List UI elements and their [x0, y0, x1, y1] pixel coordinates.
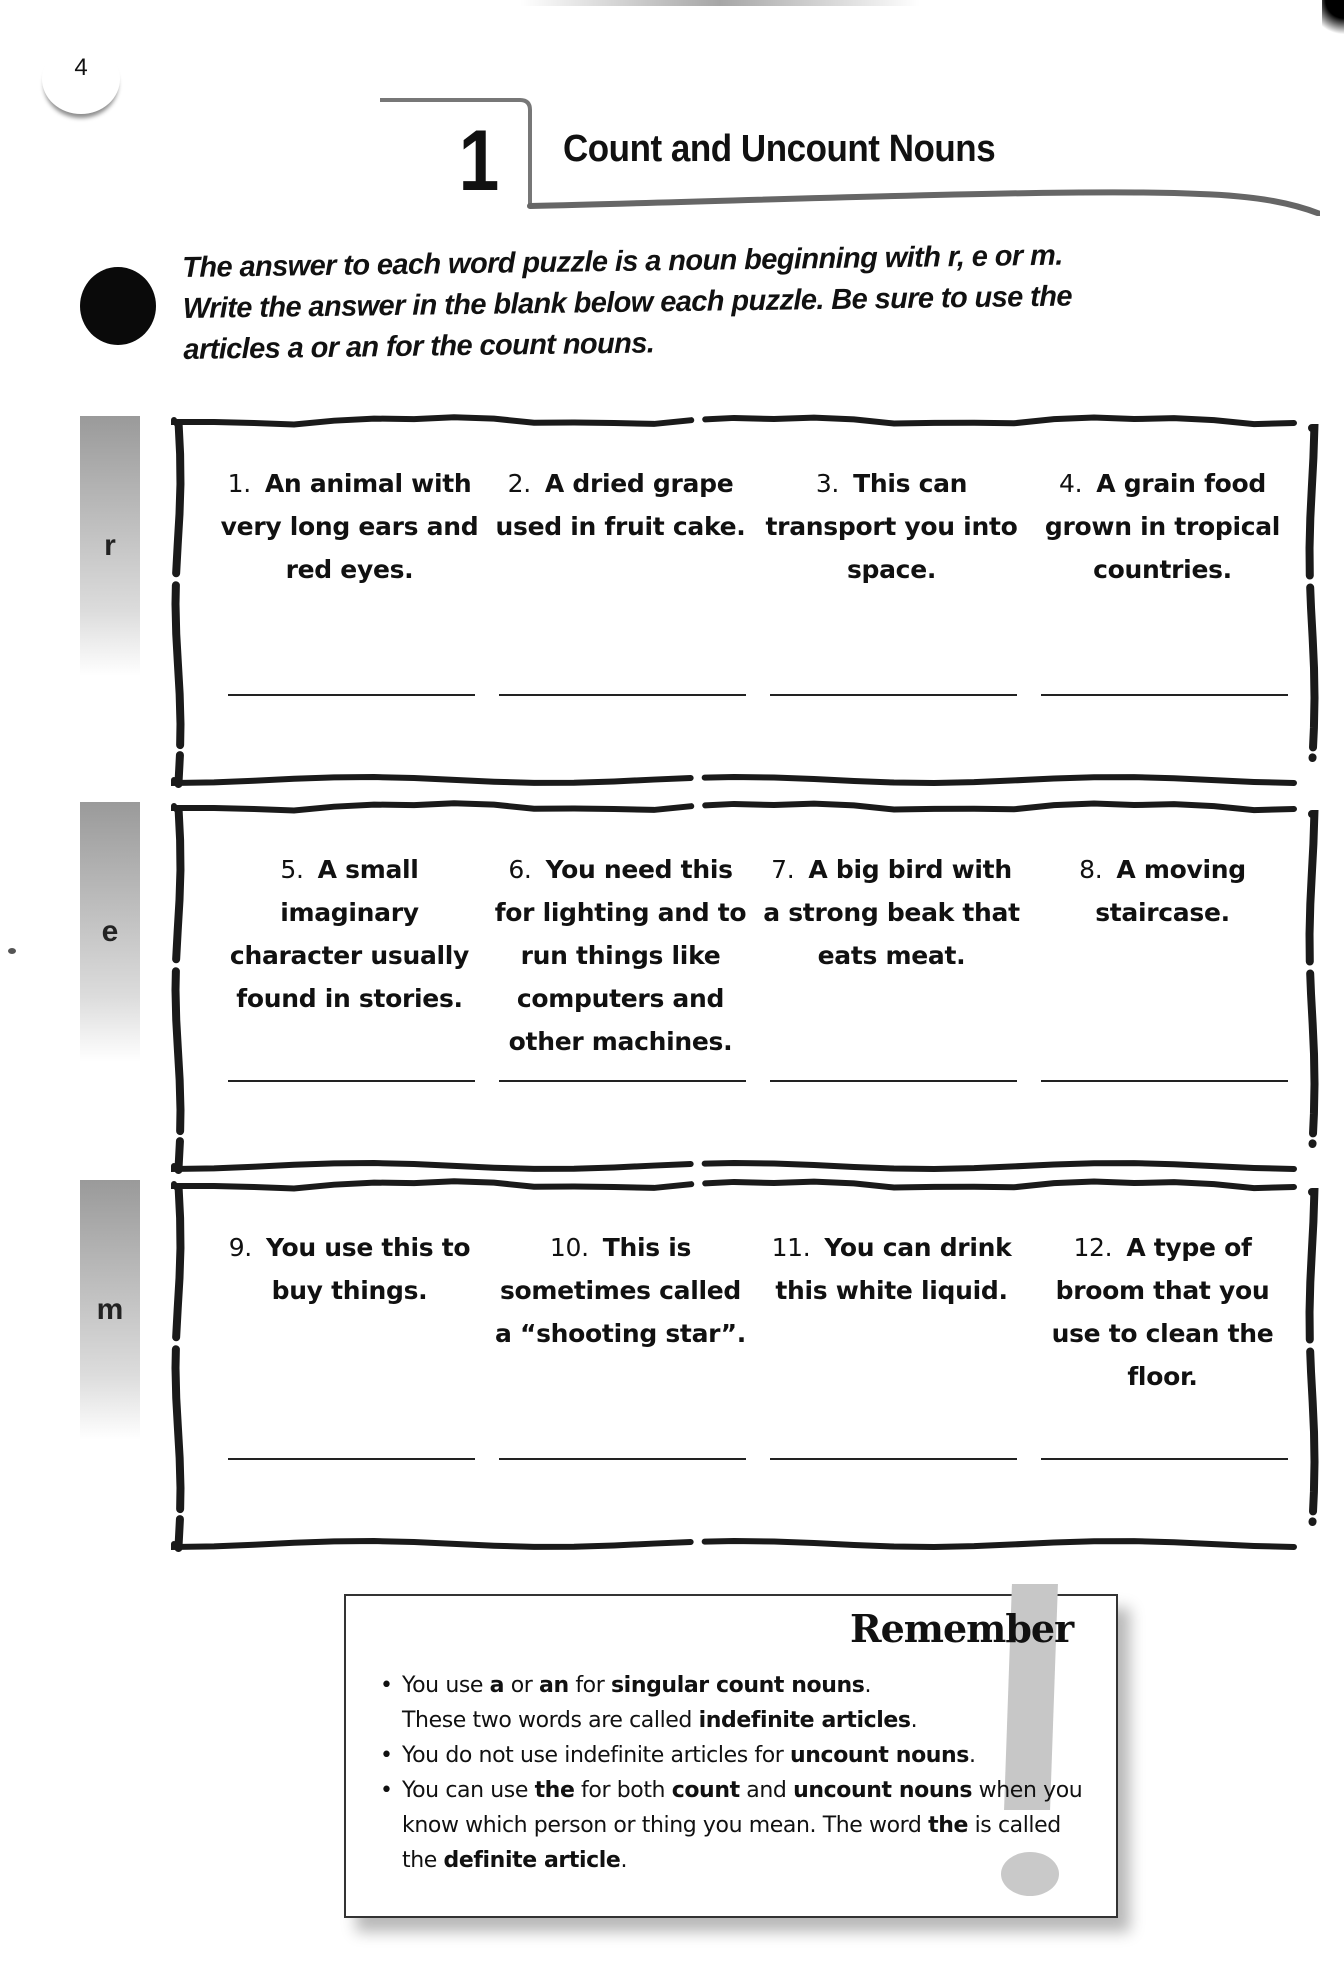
puzzle-number: 3.: [815, 469, 840, 498]
puzzle-clue: [762, 462, 1021, 591]
remember-text: You use: [402, 1673, 490, 1698]
puzzle-clue-text: A dried grape used in fruit cake.: [495, 469, 746, 541]
puzzle-clue-text: You use this to buy things.: [265, 1233, 471, 1305]
puzzle-number: 10.: [549, 1233, 589, 1262]
remember-point: [376, 1738, 1096, 1773]
remember-text: .: [910, 1708, 918, 1733]
puzzle-clue: [491, 848, 750, 1063]
puzzle-box-e: [182, 808, 1316, 1164]
puzzle-item: [485, 422, 756, 778]
puzzle-item: [214, 1186, 485, 1542]
exercise-bullet-icon: [80, 267, 156, 345]
answer-blank[interactable]: [228, 694, 475, 696]
puzzle-grid: [214, 422, 1298, 778]
puzzle-number: 8.: [1079, 855, 1103, 884]
puzzle-clue-text: A moving staircase.: [1095, 855, 1246, 927]
remember-keyword: uncount nouns: [790, 1743, 970, 1768]
remember-keyword: the: [534, 1778, 575, 1803]
puzzle-clue-text: A big bird with a strong beak that eats meat.: [763, 855, 1020, 970]
instructions-line: Write the answer in the blank below each puzzle. Be sure to use the: [182, 280, 1073, 325]
letter-tab-label: r: [104, 529, 116, 562]
answer-blank[interactable]: [499, 1080, 746, 1082]
puzzle-clue: [220, 462, 479, 591]
puzzle-item: [485, 1186, 756, 1542]
puzzle-item: [485, 808, 756, 1164]
letter-tab-m: [80, 1180, 140, 1440]
puzzle-clue: [220, 848, 479, 1020]
puzzle-number: 6.: [508, 855, 532, 884]
puzzle-item: [756, 1186, 1027, 1542]
remember-list: [376, 1668, 1096, 1878]
puzzle-number: 2.: [507, 469, 531, 498]
puzzle-clue-text: An animal with very long ears and red eyes.: [220, 469, 479, 584]
remember-keyword: a: [489, 1673, 505, 1698]
remember-keyword: an: [539, 1673, 569, 1698]
letter-tab-e: [80, 802, 140, 1062]
puzzle-item: [214, 808, 485, 1164]
answer-blank[interactable]: [1041, 1080, 1288, 1082]
answer-blank[interactable]: [770, 1080, 1017, 1082]
puzzle-item: [1027, 808, 1298, 1164]
letter-tab-label: m: [96, 1293, 124, 1326]
remember-title: Remember: [850, 1606, 1074, 1651]
puzzle-box-m: [182, 1186, 1316, 1542]
remember-text: You do not use indefinite articles for: [402, 1743, 791, 1768]
remember-text: for both: [574, 1778, 672, 1803]
puzzle-number: 9.: [228, 1233, 252, 1262]
puzzle-clue: [1033, 848, 1292, 934]
remember-keyword: count: [671, 1778, 740, 1803]
remember-text: .: [620, 1848, 628, 1873]
letter-tab-label: e: [101, 915, 119, 948]
puzzle-number: 1.: [227, 469, 251, 498]
puzzle-clue: [762, 1226, 1021, 1312]
puzzle-clue-text: You need this for lighting and to run things like computers and other machines.: [494, 855, 747, 1056]
puzzle-item: [756, 808, 1027, 1164]
scan-edge-shadow: [520, 0, 920, 6]
puzzle-item: [1027, 1186, 1298, 1542]
answer-blank[interactable]: [770, 694, 1017, 696]
puzzle-clue-text: A small imaginary character usually found in stories.: [229, 855, 470, 1013]
puzzle-number: 7.: [771, 855, 795, 884]
remember-keyword: the: [928, 1813, 968, 1838]
puzzle-clue-text: This can transport you into space.: [765, 469, 1018, 584]
answer-blank[interactable]: [499, 1458, 746, 1460]
remember-text: for: [568, 1673, 611, 1698]
answer-blank[interactable]: [228, 1080, 475, 1082]
remember-text: or: [504, 1673, 540, 1698]
remember-text: These two words are called: [402, 1708, 699, 1733]
puzzle-clue: [491, 462, 750, 548]
remember-keyword: singular count nouns: [610, 1673, 865, 1698]
answer-blank[interactable]: [1041, 694, 1288, 696]
answer-blank[interactable]: [770, 1458, 1017, 1460]
remember-point: [376, 1773, 1096, 1878]
instructions-line: The answer to each word puzzle is a noun beginning with r, e or m.: [182, 239, 1063, 284]
scan-speck: [8, 948, 16, 954]
remember-text: is called the: [402, 1813, 1061, 1873]
instructions-line: articles a or an for the count nouns.: [183, 327, 655, 366]
puzzle-box-r: [182, 422, 1316, 778]
remember-keyword: indefinite articles: [698, 1708, 911, 1733]
scan-corner-shadow: [1322, 0, 1344, 40]
answer-blank[interactable]: [499, 694, 746, 696]
puzzle-clue: [1033, 1226, 1292, 1398]
puzzle-item: [756, 422, 1027, 778]
puzzle-grid: [214, 1186, 1298, 1542]
puzzle-clue-text: A type of broom that you use to clean the floor.: [1051, 1233, 1274, 1391]
puzzle-clue-text: A grain food grown in tropical countries.: [1044, 469, 1281, 584]
chapter-title: Count and Uncount Nouns: [563, 128, 996, 170]
answer-blank[interactable]: [228, 1458, 475, 1460]
instructions: [182, 234, 1214, 371]
answer-blank[interactable]: [1041, 1458, 1288, 1460]
remember-text: .: [864, 1673, 872, 1698]
puzzle-item: [1027, 422, 1298, 778]
puzzle-number: 5.: [280, 855, 304, 884]
page-number: 4: [74, 54, 88, 81]
puzzle-clue: [1033, 462, 1292, 591]
remember-text: when you know which person or thing you mean. The word: [402, 1778, 1083, 1838]
puzzle-number: 4.: [1058, 469, 1083, 498]
remember-point: [376, 1668, 1096, 1738]
puzzle-clue: [491, 1226, 750, 1355]
remember-keyword: uncount nouns: [793, 1778, 973, 1803]
remember-text: You can use: [402, 1778, 535, 1803]
puzzle-clue: [220, 1226, 479, 1312]
letter-tab-r: [80, 416, 140, 676]
remember-text: .: [969, 1743, 976, 1768]
remember-keyword: definite article: [443, 1848, 621, 1873]
puzzle-clue-text: You can drink this white liquid.: [775, 1233, 1012, 1305]
puzzle-clue-text: This is sometimes called a “shooting star”.: [495, 1233, 746, 1348]
remember-text: and: [739, 1778, 794, 1803]
chapter-number: 1: [458, 113, 500, 209]
puzzle-grid: [214, 808, 1298, 1164]
puzzle-clue: [762, 848, 1021, 977]
puzzle-item: [214, 422, 485, 778]
puzzle-number: 11.: [771, 1233, 811, 1262]
page-number-badge: [42, 44, 120, 114]
puzzle-number: 12.: [1073, 1233, 1113, 1262]
